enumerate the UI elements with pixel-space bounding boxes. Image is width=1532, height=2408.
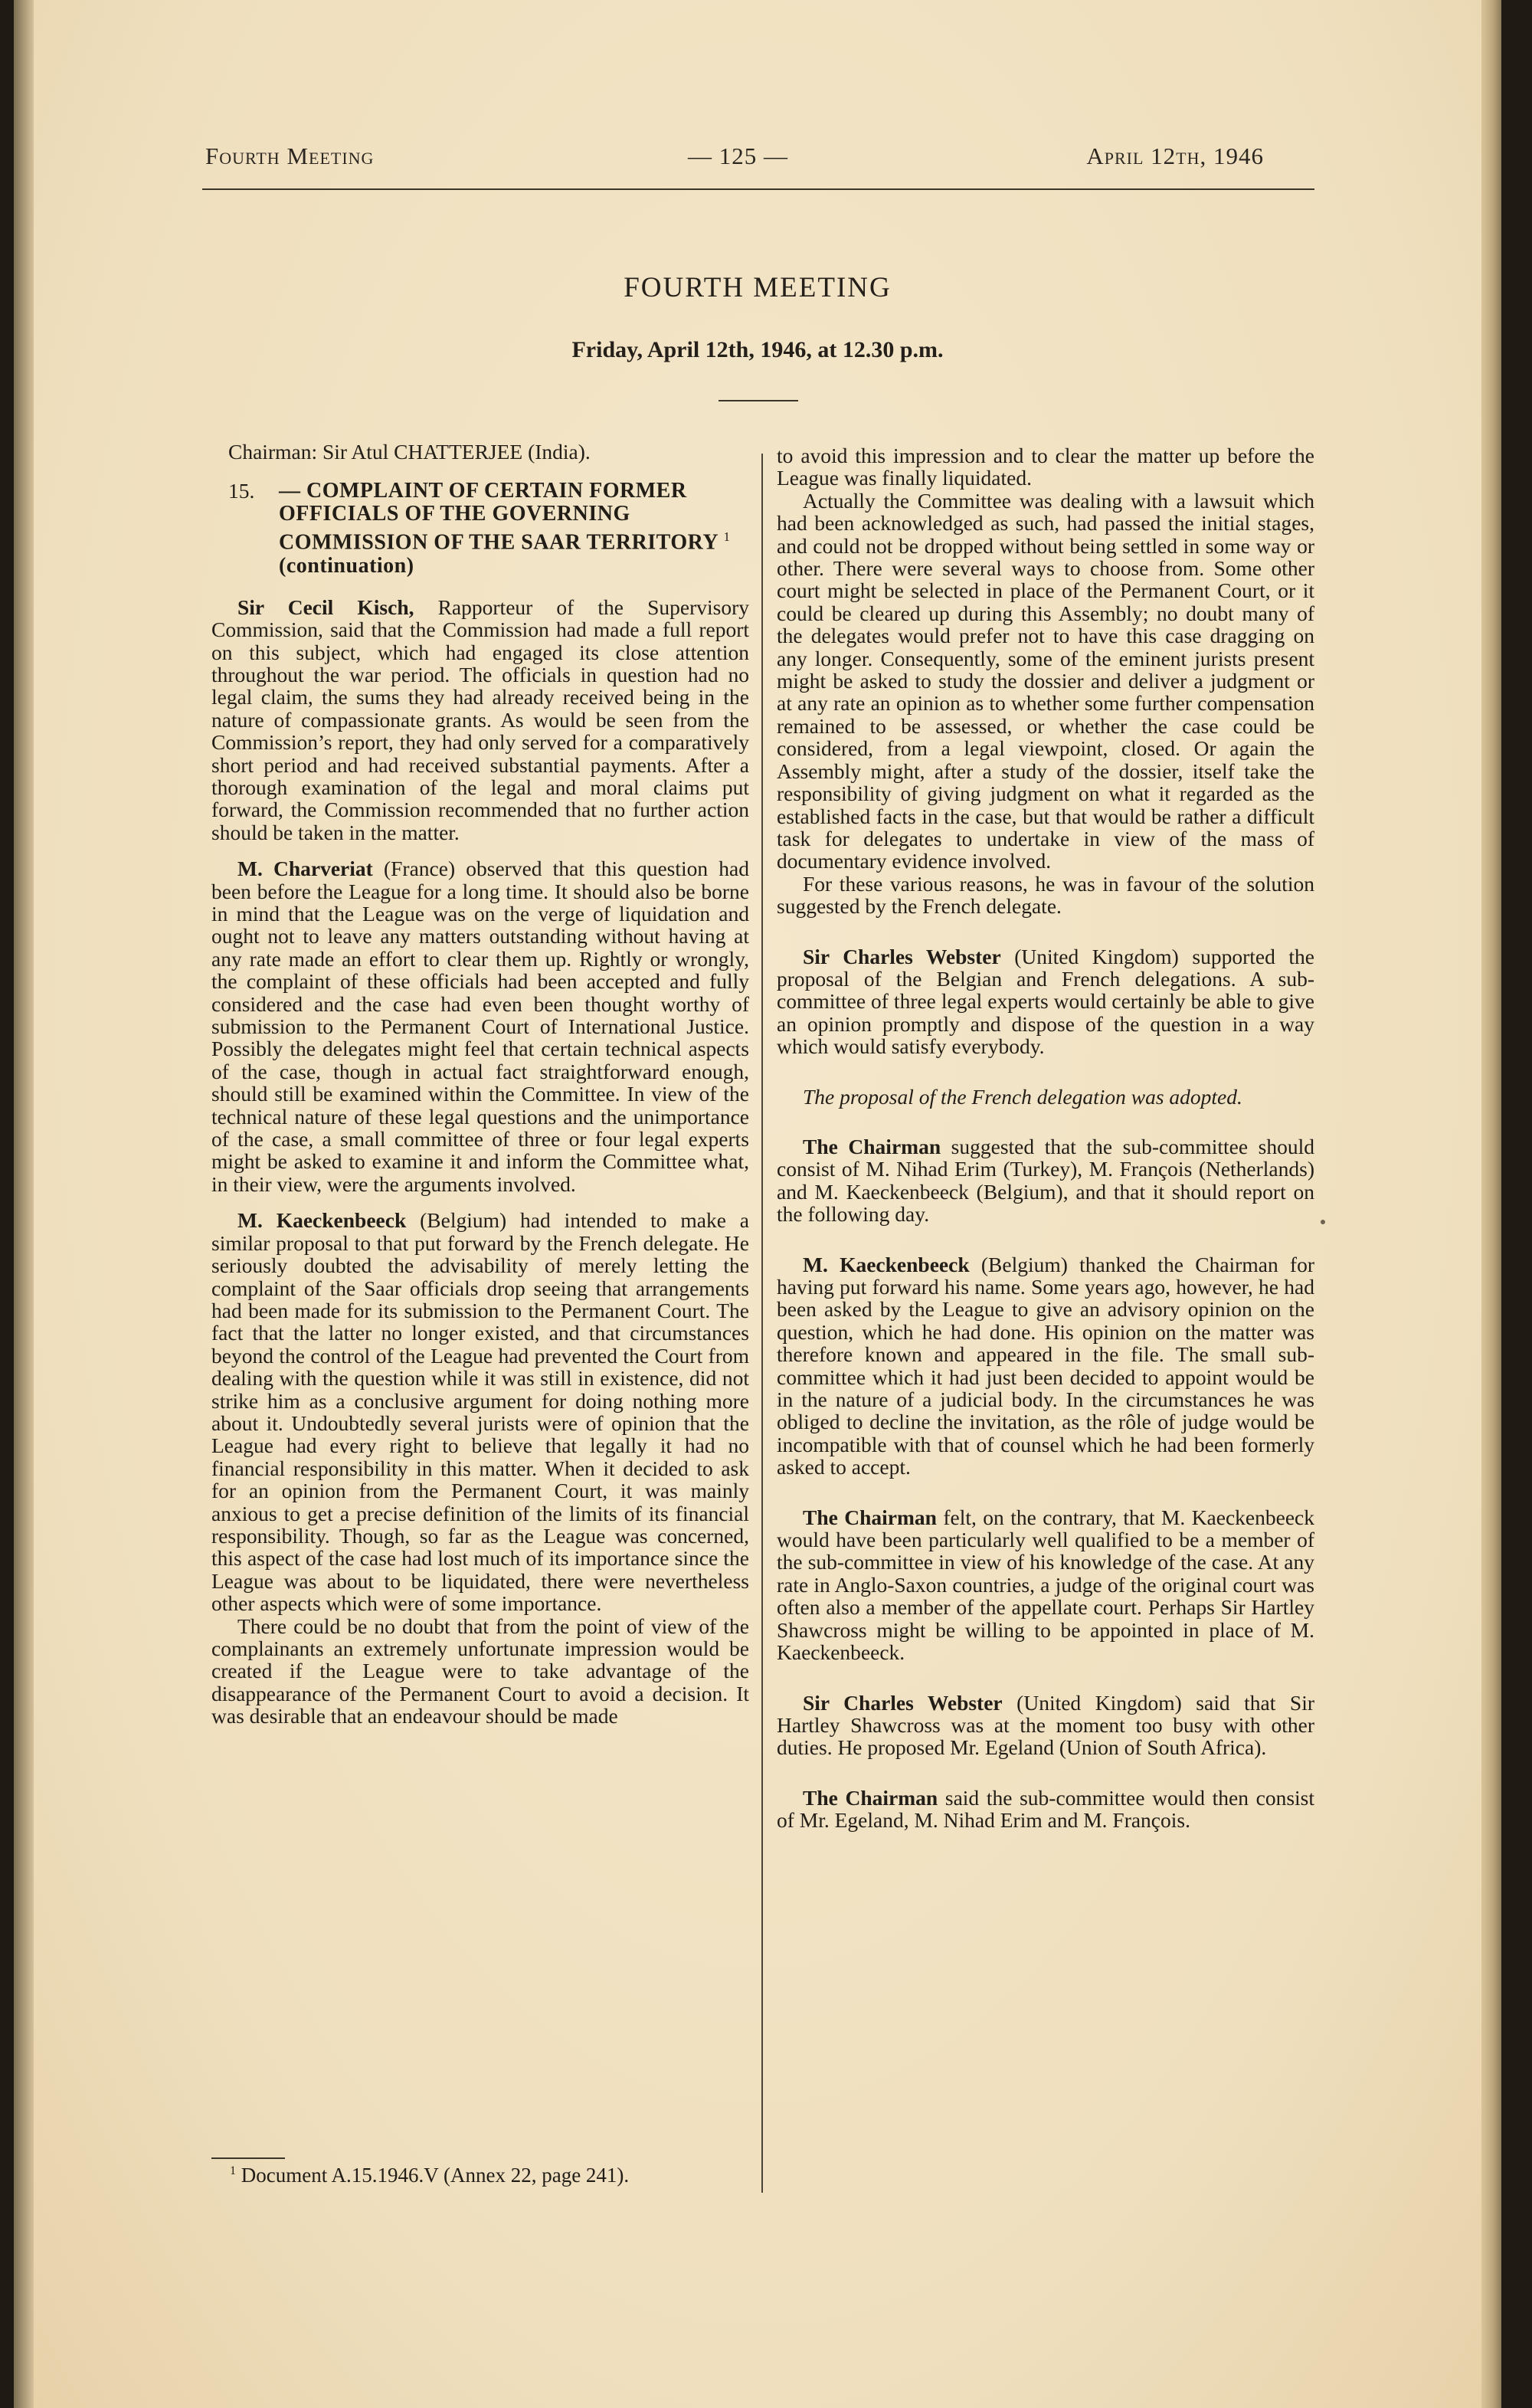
- paragraph-kaeckenbeeck-2: M. Kaeckenbeeck (Belgium) thanked the Chairman for having put forward his name. Some years ago, however, he had been asked by the League to give an advisory opinion on the question, which he had done. His opinion on the matter was therefore known and appeared in the file. The small sub-committee which it had just been decided to appoint would be in the nature of a judicial body. In the circumstances he was obliged to decline the invitation, as the rôle of judge would be incompatible with that of counsel which he had been formerly asked to accept.: [777, 1252, 1314, 1479]
- speaker-name: M. Kaeckenbeeck: [803, 1252, 970, 1276]
- agenda-item: [211, 480, 749, 577]
- agenda-suffix: (continuation): [279, 553, 414, 578]
- paragraph-chairman-1: The Chairman suggested that the sub-committee should consist of M. Nihad Erim (Turkey), M. François (Netherlands) and M. Kaeckenbeeck (Belgium), and that it should report on the following day.: [777, 1134, 1314, 1227]
- title-rule: [719, 400, 798, 401]
- agenda-number: 15.: [228, 479, 255, 503]
- footnote-text: Document A.15.1946.V (Annex 22, page 241).: [236, 2164, 630, 2187]
- agenda-title: [279, 480, 749, 577]
- speaker-name: M. Kaeckenbeeck: [237, 1208, 407, 1233]
- chairman-line: Chairman: Sir Atul CHATTERJEE (India).: [228, 440, 591, 464]
- decision-line: The proposal of the French delegation was adopted.: [803, 1084, 1242, 1109]
- footnote: [230, 2164, 629, 2187]
- footnote-ref: 1: [723, 529, 731, 545]
- agenda-title-text: — COMPLAINT OF CERTAIN FORMER OFFICIALS OF THE GOVERNING COMMISSION OF THE SAAR TERRITORY: [279, 479, 719, 555]
- paragraph-chairman-2: The Chairman felt, on the contrary, that M. Kaeckenbeeck would have been particularly well qualified to be a member of the sub-committee in view of his knowledge of the case. At any rate in Anglo-Saxon countries, a judge of the original court was often also a member of the appellate court. Perhaps Sir Hartley Shawcross might be willing to be appointed in place of M. Kaeckenbeeck.: [777, 1505, 1314, 1665]
- paragraph-reasons: For these various reasons, he was in favour of the solution suggested by the French delegate.: [777, 871, 1314, 919]
- paragraph-kaeckenbeeck: M. Kaeckenbeeck (Belgium) had intended to make a similar proposal to that put forward by the French delegate. He seriously doubted the advisability of merely letting the complaint of the Saar officials drop seeing that arrangements had been made for its submission to the Permanent Court. The fact that the latter no longer existed, and that circumstances beyond the control of the League had prevented the Court from dealing with the question while it was still in existence, did not strike him as a conclusive argument for doing nothing more about it. Undoubtedly several jurists were of opinion that the League had every right to believe that legally it had no financial responsibility in this matter. When it decided to ask for an opinion from the Permanent Court, it was mainly anxious to get a precise definition of the limits of its financial responsibility. Though, so far as the League was concerned, this aspect of the case had lost much of its importance since the League was about to be liquidated, there were nevertheless other aspects which were of some importance.: [211, 1208, 749, 1616]
- header-rule: [202, 188, 1314, 190]
- right-column: [777, 444, 1314, 1832]
- paragraph-webster-2: Sir Charles Webster (United Kingdom) said that Sir Hartley Shawcross was at the moment too busy with other duties. He proposed Mr. Egeland (Union of South Africa).: [777, 1690, 1314, 1760]
- paragraph-continuation: There could be no doubt that from the point of view of the complainants an extremely unfortunate impression would be created if the League were to take advantage of the disappearance of the Permanent Court to avoid a decision. It was desirable that an endeavour should be made: [211, 1614, 749, 1728]
- speaker-name: The Chairman: [803, 1785, 938, 1810]
- footnote-rule: [211, 2157, 285, 2159]
- page-number: — 125 —: [688, 143, 788, 169]
- paragraph-charveriat: M. Charveriat (France) observed that this question had been before the League for a long time. It should also be borne in mind that the League was on the verge of liquidation and ought not to leave any matters outstanding without having at any rate made an effort to clear them up. Rightly or wrongly, the complaint of these officials had been accepted and fully considered and the case had even been thought worthy of submission to the Permanent Court of International Justice. Possibly the delegates might feel that certain technical aspects of the case, though in actual fact straightforward enough, should still be examined within the Committee. In view of the technical nature of these legal questions and the unimportance of the case, a small committee of three or four legal experts might be asked to examine it and inform the Committee what, in their view, were the arguments involved.: [211, 857, 749, 1196]
- meeting-title: FOURTH MEETING: [624, 272, 892, 303]
- left-column: [211, 441, 749, 1728]
- speaker-name: Sir Cecil Kisch,: [237, 595, 414, 619]
- speaker-name: Sir Charles Webster: [803, 944, 1001, 968]
- ink-spot: [1321, 1220, 1325, 1224]
- paragraph-actually: Actually the Committee was dealing with a lawsuit which had been acknowledged as such, had passed the initial stages, and could not be dropped without being settled in some way or other. There were several ways to choose from. Some other court might be selected in place of the Permanent Court, or it could be cleared up during this Assembly; no doubt many of the delegates would prefer not to have this case dragging on any longer. Consequently, some of the eminent jurists present might be asked to study the dossier and deliver a judgment or at any rate an opinion as to whether some further compensation remained to be assessed, or whether the case could be considered, from a legal viewpoint, closed. Or again the Assembly might, after a study of the dossier, itself take the responsibility of giving judgment on what it regarded as the established facts in the case, but that would be rather a difficult task for delegates to undertake in view of the mass of documentary evidence involved.: [777, 488, 1314, 873]
- running-header-right: April 12th, 1946: [1086, 143, 1264, 169]
- speaker-name: Sir Charles Webster: [803, 1690, 1003, 1715]
- paragraph-carryover: to avoid this impression and to clear the matter up before the League was finally liquidated.: [777, 444, 1314, 490]
- meeting-date: Friday, April 12th, 1946, at 12.30 p.m.: [571, 337, 944, 362]
- footnote-mark: 1: [230, 2164, 236, 2177]
- paragraph-chairman-3: The Chairman said the sub-committee would then consist of Mr. Egeland, M. Nihad Erim and M. François.: [777, 1785, 1315, 1833]
- document-page: [14, 0, 1501, 2408]
- speaker-name: M. Charveriat: [237, 857, 373, 881]
- speaker-name: The Chairman: [803, 1505, 937, 1529]
- column-divider: [761, 454, 763, 2193]
- running-header-left: Fourth Meeting: [205, 143, 375, 169]
- paragraph-kisch: Sir Cecil Kisch, Rapporteur of the Supervisory Commission, said that the Commission had made a full report on this subject, which had engaged its close attention throughout the war period. The officials in question had no legal claim, the sums they had already received being in the nature of compassionate grants. As would be seen from the Commission’s report, they had only served for a comparatively short period and had received substantial payments. After a thorough examination of the legal and moral claims put forward, the Commission recommended that no further action should be taken in the matter.: [211, 595, 749, 844]
- speaker-name: The Chairman: [803, 1134, 941, 1158]
- paragraph-webster-1: Sir Charles Webster (United Kingdom) supported the proposal of the Belgian and French delegations. A sub-committee of three legal experts would certainly be able to give an opinion promptly and dispose of the question in a way which would satisfy everybody.: [777, 944, 1314, 1059]
